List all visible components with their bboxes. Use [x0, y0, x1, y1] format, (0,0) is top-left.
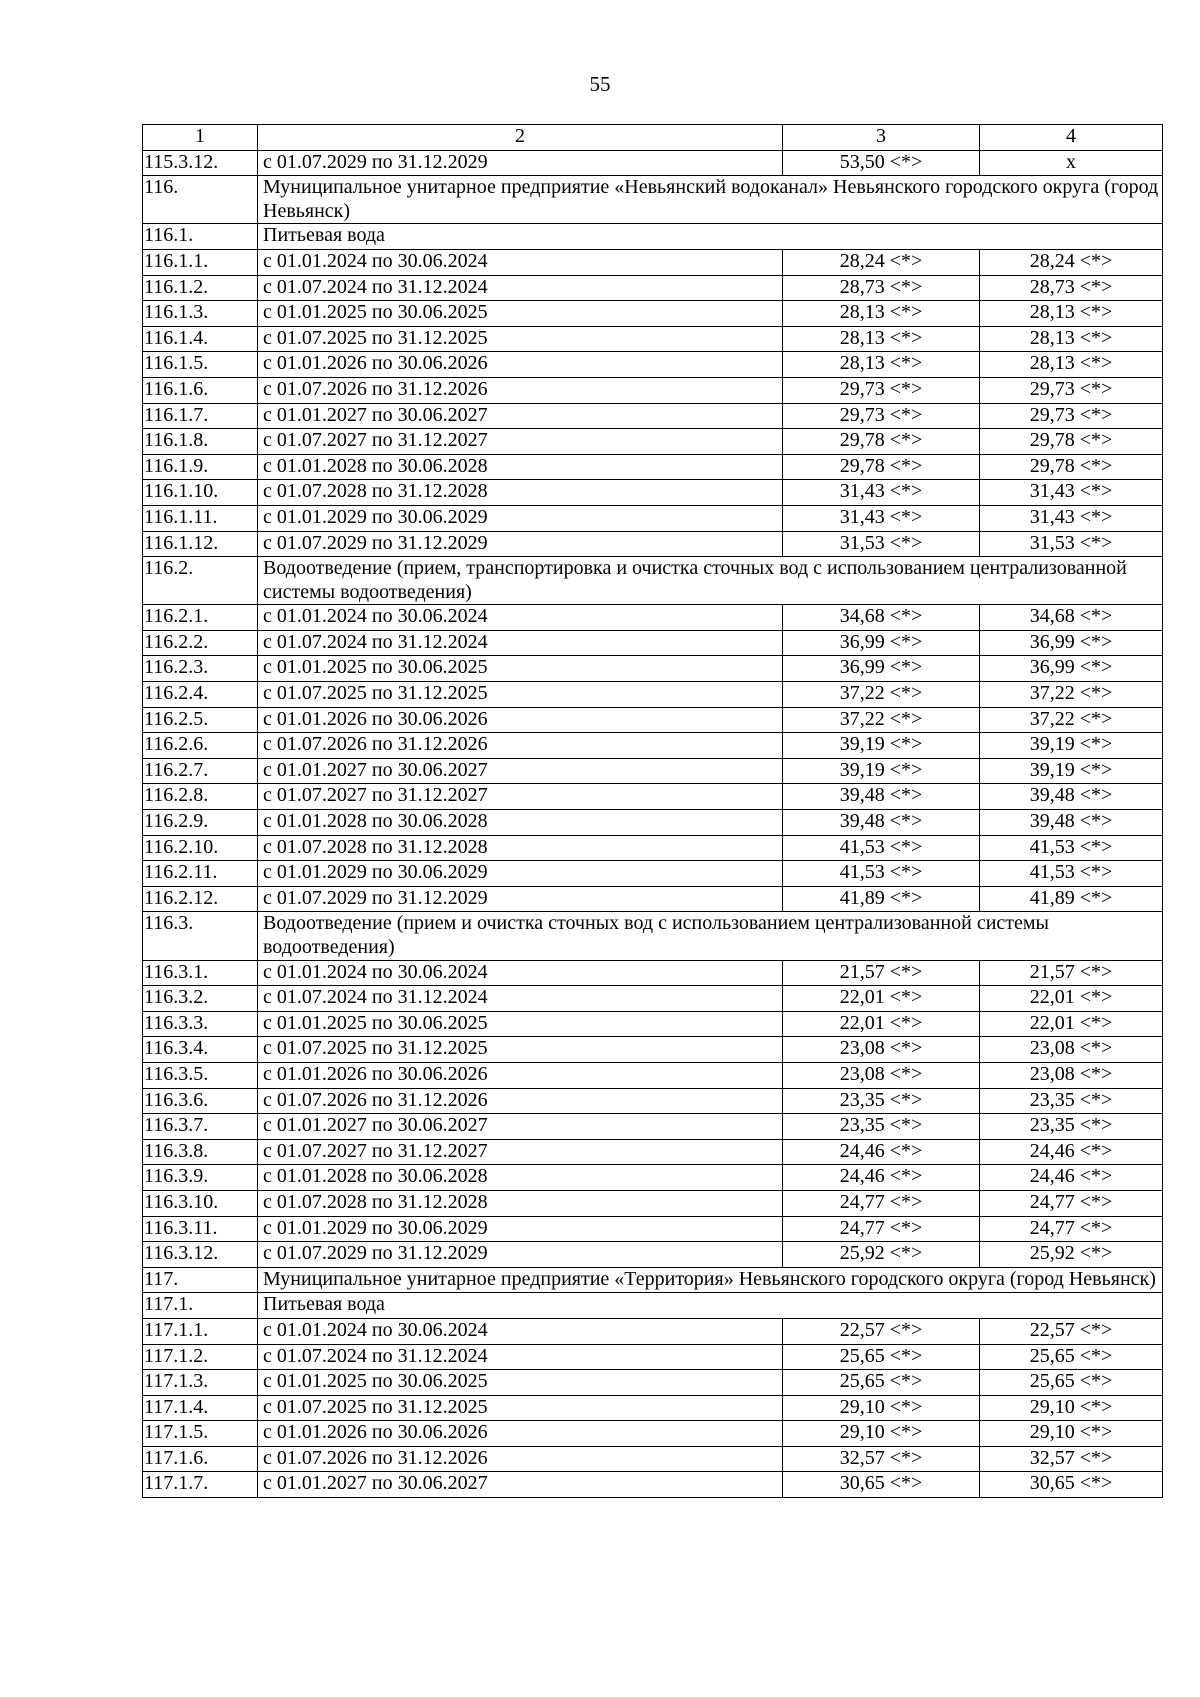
period-cell: с 01.07.2027 по 31.12.2027 [258, 429, 783, 455]
tariff-value-col4: 41,53 <*> [980, 861, 1163, 887]
tariff-value-col3: 25,65 <*> [783, 1344, 980, 1370]
table-row [143, 150, 1163, 176]
tariff-value-col4: 22,57 <*> [980, 1318, 1163, 1344]
tariff-value-col3: 28,13 <*> [783, 326, 980, 352]
section-title: Водоотведение (прием и очистка сточных вод с использованием централизованной системы водоотведения) [258, 912, 1163, 960]
period-cell: с 01.01.2025 по 30.06.2025 [258, 1011, 783, 1037]
period-cell: с 01.01.2029 по 30.06.2029 [258, 861, 783, 887]
tariff-table [142, 124, 1163, 1498]
table-row [143, 810, 1163, 836]
tariff-value-col3: 31,53 <*> [783, 531, 980, 557]
section-title: Муниципальное унитарное предприятие «Территория» Невьянского городского округа (город Невьянск) [258, 1267, 1163, 1293]
tariff-value-col4: 32,57 <*> [980, 1446, 1163, 1472]
tariff-value-col4: 23,08 <*> [980, 1037, 1163, 1063]
column-header-3: 3 [783, 125, 980, 151]
table-row [143, 1370, 1163, 1396]
tariff-value-col3: 36,99 <*> [783, 656, 980, 682]
table-row [143, 326, 1163, 352]
tariff-value-col3: 31,43 <*> [783, 480, 980, 506]
tariff-value-col3: 28,24 <*> [783, 249, 980, 275]
table-row [143, 861, 1163, 887]
tariff-value-col4: 23,08 <*> [980, 1062, 1163, 1088]
row-number: 116.3.10. [143, 1190, 258, 1216]
period-cell: с 01.07.2029 по 31.12.2029 [258, 531, 783, 557]
period-cell: с 01.01.2024 по 30.06.2024 [258, 605, 783, 631]
tariff-value-col4: 37,22 <*> [980, 682, 1163, 708]
tariff-value-col4: 29,78 <*> [980, 429, 1163, 455]
row-number: 116.3.3. [143, 1011, 258, 1037]
table-header-row [143, 125, 1163, 151]
row-number: 116.1.9. [143, 454, 258, 480]
period-cell: с 01.07.2029 по 31.12.2029 [258, 150, 783, 176]
period-cell: с 01.01.2028 по 30.06.2028 [258, 810, 783, 836]
row-number: 116.1.8. [143, 429, 258, 455]
tariff-value-col3: 25,65 <*> [783, 1370, 980, 1396]
row-number: 116.3.6. [143, 1088, 258, 1114]
tariff-value-col4: 21,57 <*> [980, 960, 1163, 986]
tariff-value-col3: 37,22 <*> [783, 682, 980, 708]
period-cell: с 01.01.2027 по 30.06.2027 [258, 1114, 783, 1140]
period-cell: с 01.07.2025 по 31.12.2025 [258, 1037, 783, 1063]
tariff-value-col3: 22,01 <*> [783, 986, 980, 1012]
row-number: 116.1.11. [143, 505, 258, 531]
period-cell: с 01.01.2029 по 30.06.2029 [258, 505, 783, 531]
tariff-value-col4: 31,53 <*> [980, 531, 1163, 557]
period-cell: с 01.07.2024 по 31.12.2024 [258, 1344, 783, 1370]
table-row [143, 605, 1163, 631]
tariff-value-col3: 36,99 <*> [783, 630, 980, 656]
row-number: 116.1.7. [143, 403, 258, 429]
row-number: 116.2.6. [143, 733, 258, 759]
section-row [143, 557, 1163, 605]
row-number: 116.1.1. [143, 249, 258, 275]
tariff-value-col4: 39,48 <*> [980, 784, 1163, 810]
tariff-value-col3: 23,35 <*> [783, 1114, 980, 1140]
row-number: 116.3. [143, 912, 258, 960]
table-row [143, 1446, 1163, 1472]
tariff-value-col4: 24,46 <*> [980, 1139, 1163, 1165]
column-header-1: 1 [143, 125, 258, 151]
tariff-value-col3: 31,43 <*> [783, 505, 980, 531]
period-cell: с 01.01.2027 по 30.06.2027 [258, 403, 783, 429]
tariff-value-col4: 25,92 <*> [980, 1242, 1163, 1268]
tariff-value-col3: 24,46 <*> [783, 1165, 980, 1191]
period-cell: с 01.01.2025 по 30.06.2025 [258, 656, 783, 682]
table-row [143, 1318, 1163, 1344]
section-row [143, 224, 1163, 250]
tariff-value-col3: 21,57 <*> [783, 960, 980, 986]
tariff-value-col3: 39,48 <*> [783, 784, 980, 810]
period-cell: с 01.01.2027 по 30.06.2027 [258, 758, 783, 784]
row-number: 116.3.1. [143, 960, 258, 986]
column-header-4: 4 [980, 125, 1163, 151]
table-row [143, 1011, 1163, 1037]
period-cell: с 01.07.2024 по 31.12.2024 [258, 630, 783, 656]
table-row [143, 707, 1163, 733]
tariff-value-col4: 36,99 <*> [980, 630, 1163, 656]
tariff-value-col4: 28,73 <*> [980, 275, 1163, 301]
table-row [143, 733, 1163, 759]
period-cell: с 01.07.2027 по 31.12.2027 [258, 1139, 783, 1165]
tariff-value-col4: 23,35 <*> [980, 1114, 1163, 1140]
row-number: 117.1.7. [143, 1472, 258, 1498]
tariff-value-col4: 22,01 <*> [980, 1011, 1163, 1037]
tariff-value-col4: 28,13 <*> [980, 326, 1163, 352]
section-row [143, 912, 1163, 960]
tariff-value-col3: 41,89 <*> [783, 886, 980, 912]
table-row [143, 886, 1163, 912]
tariff-value-col3: 41,53 <*> [783, 861, 980, 887]
tariff-value-col3: 23,08 <*> [783, 1062, 980, 1088]
tariff-value-col3: 29,78 <*> [783, 429, 980, 455]
table-row [143, 986, 1163, 1012]
row-number: 116.2.8. [143, 784, 258, 810]
table-row [143, 1344, 1163, 1370]
row-number: 116.3.11. [143, 1216, 258, 1242]
row-number: 116.3.8. [143, 1139, 258, 1165]
table-row [143, 630, 1163, 656]
section-row [143, 1267, 1163, 1293]
row-number: 116.1.3. [143, 301, 258, 327]
tariff-value-col3: 29,10 <*> [783, 1421, 980, 1447]
row-number: 116. [143, 176, 258, 224]
tariff-value-col4: 39,19 <*> [980, 758, 1163, 784]
row-number: 115.3.12. [143, 150, 258, 176]
tariff-value-col4: 29,73 <*> [980, 403, 1163, 429]
row-number: 116.1.12. [143, 531, 258, 557]
tariff-value-col4: х [980, 150, 1163, 176]
section-title: Питьевая вода [258, 224, 1163, 250]
row-number: 117.1.2. [143, 1344, 258, 1370]
table-row [143, 1139, 1163, 1165]
table-row [143, 1421, 1163, 1447]
tariff-value-col3: 28,13 <*> [783, 352, 980, 378]
row-number: 117.1. [143, 1293, 258, 1319]
period-cell: с 01.07.2026 по 31.12.2026 [258, 1446, 783, 1472]
table-row [143, 1395, 1163, 1421]
tariff-value-col3: 39,48 <*> [783, 810, 980, 836]
tariff-value-col4: 25,65 <*> [980, 1370, 1163, 1396]
period-cell: с 01.01.2026 по 30.06.2026 [258, 1421, 783, 1447]
table-row [143, 1088, 1163, 1114]
period-cell: с 01.01.2026 по 30.06.2026 [258, 1062, 783, 1088]
row-number: 116.3.4. [143, 1037, 258, 1063]
table-row [143, 454, 1163, 480]
period-cell: с 01.07.2024 по 31.12.2024 [258, 986, 783, 1012]
row-number: 116.3.7. [143, 1114, 258, 1140]
row-number: 116.1.5. [143, 352, 258, 378]
tariff-value-col4: 41,53 <*> [980, 835, 1163, 861]
table-row [143, 1062, 1163, 1088]
row-number: 116.1.10. [143, 480, 258, 506]
table-row [143, 249, 1163, 275]
section-row [143, 1293, 1163, 1319]
row-number: 116.2.10. [143, 835, 258, 861]
tariff-value-col4: 31,43 <*> [980, 505, 1163, 531]
row-number: 117.1.1. [143, 1318, 258, 1344]
tariff-value-col3: 23,08 <*> [783, 1037, 980, 1063]
tariff-value-col4: 29,10 <*> [980, 1421, 1163, 1447]
table-row [143, 301, 1163, 327]
row-number: 117.1.3. [143, 1370, 258, 1396]
period-cell: с 01.01.2024 по 30.06.2024 [258, 960, 783, 986]
table-row [143, 656, 1163, 682]
tariff-value-col3: 28,73 <*> [783, 275, 980, 301]
period-cell: с 01.07.2028 по 31.12.2028 [258, 835, 783, 861]
tariff-value-col4: 39,19 <*> [980, 733, 1163, 759]
tariff-value-col3: 29,73 <*> [783, 377, 980, 403]
tariff-value-col3: 39,19 <*> [783, 758, 980, 784]
period-cell: с 01.01.2029 по 30.06.2029 [258, 1216, 783, 1242]
page-number: 55 [589, 72, 611, 96]
tariff-value-col3: 29,73 <*> [783, 403, 980, 429]
table-row [143, 403, 1163, 429]
tariff-value-col4: 28,13 <*> [980, 352, 1163, 378]
row-number: 116.2.5. [143, 707, 258, 733]
period-cell: с 01.01.2024 по 30.06.2024 [258, 249, 783, 275]
row-number: 116.3.12. [143, 1242, 258, 1268]
row-number: 117.1.5. [143, 1421, 258, 1447]
period-cell: с 01.07.2028 по 31.12.2028 [258, 1190, 783, 1216]
section-row [143, 176, 1163, 224]
row-number: 116.2.12. [143, 886, 258, 912]
tariff-value-col3: 32,57 <*> [783, 1446, 980, 1472]
row-number: 116.2.4. [143, 682, 258, 708]
period-cell: с 01.01.2024 по 30.06.2024 [258, 1318, 783, 1344]
row-number: 116.3.9. [143, 1165, 258, 1191]
period-cell: с 01.07.2024 по 31.12.2024 [258, 275, 783, 301]
period-cell: с 01.07.2026 по 31.12.2026 [258, 1088, 783, 1114]
table-row [143, 758, 1163, 784]
tariff-value-col4: 29,10 <*> [980, 1395, 1163, 1421]
table-row [143, 377, 1163, 403]
period-cell: с 01.07.2028 по 31.12.2028 [258, 480, 783, 506]
tariff-value-col4: 30,65 <*> [980, 1472, 1163, 1498]
tariff-value-col3: 29,10 <*> [783, 1395, 980, 1421]
period-cell: с 01.07.2026 по 31.12.2026 [258, 733, 783, 759]
row-number: 116.3.5. [143, 1062, 258, 1088]
tariff-value-col3: 22,57 <*> [783, 1318, 980, 1344]
table-row [143, 835, 1163, 861]
period-cell: с 01.07.2029 по 31.12.2029 [258, 1242, 783, 1268]
row-number: 117. [143, 1267, 258, 1293]
table-row [143, 682, 1163, 708]
period-cell: с 01.01.2026 по 30.06.2026 [258, 352, 783, 378]
section-title: Питьевая вода [258, 1293, 1163, 1319]
row-number: 117.1.4. [143, 1395, 258, 1421]
tariff-value-col3: 34,68 <*> [783, 605, 980, 631]
row-number: 116.2.9. [143, 810, 258, 836]
tariff-value-col3: 24,46 <*> [783, 1139, 980, 1165]
row-number: 116.2.3. [143, 656, 258, 682]
tariff-value-col3: 28,13 <*> [783, 301, 980, 327]
tariff-value-col4: 22,01 <*> [980, 986, 1163, 1012]
row-number: 116.1.2. [143, 275, 258, 301]
table-row [143, 1165, 1163, 1191]
tariff-value-col4: 41,89 <*> [980, 886, 1163, 912]
table-row [143, 275, 1163, 301]
row-number: 116.2.7. [143, 758, 258, 784]
row-number: 116.2.11. [143, 861, 258, 887]
table-row [143, 1190, 1163, 1216]
tariff-value-col3: 24,77 <*> [783, 1190, 980, 1216]
table-row [143, 480, 1163, 506]
period-cell: с 01.01.2026 по 30.06.2026 [258, 707, 783, 733]
period-cell: с 01.07.2025 по 31.12.2025 [258, 326, 783, 352]
tariff-value-col3: 22,01 <*> [783, 1011, 980, 1037]
tariff-value-col3: 39,19 <*> [783, 733, 980, 759]
tariff-value-col3: 25,92 <*> [783, 1242, 980, 1268]
table-row [143, 1037, 1163, 1063]
tariff-value-col4: 29,73 <*> [980, 377, 1163, 403]
table-row [143, 531, 1163, 557]
tariff-value-col4: 39,48 <*> [980, 810, 1163, 836]
tariff-value-col4: 29,78 <*> [980, 454, 1163, 480]
table-row [143, 960, 1163, 986]
row-number: 116.2.2. [143, 630, 258, 656]
row-number: 116.2. [143, 557, 258, 605]
tariff-value-col3: 41,53 <*> [783, 835, 980, 861]
period-cell: с 01.07.2027 по 31.12.2027 [258, 784, 783, 810]
tariff-value-col4: 31,43 <*> [980, 480, 1163, 506]
tariff-value-col4: 28,13 <*> [980, 301, 1163, 327]
tariff-value-col3: 30,65 <*> [783, 1472, 980, 1498]
period-cell: с 01.01.2025 по 30.06.2025 [258, 301, 783, 327]
tariff-value-col4: 37,22 <*> [980, 707, 1163, 733]
table-row [143, 1242, 1163, 1268]
tariff-value-col4: 34,68 <*> [980, 605, 1163, 631]
period-cell: с 01.07.2026 по 31.12.2026 [258, 377, 783, 403]
table-row [143, 429, 1163, 455]
tariff-value-col3: 23,35 <*> [783, 1088, 980, 1114]
tariff-value-col4: 24,77 <*> [980, 1216, 1163, 1242]
tariff-value-col4: 36,99 <*> [980, 656, 1163, 682]
period-cell: с 01.01.2025 по 30.06.2025 [258, 1370, 783, 1396]
tariff-value-col4: 24,46 <*> [980, 1165, 1163, 1191]
row-number: 117.1.6. [143, 1446, 258, 1472]
column-header-2: 2 [258, 125, 783, 151]
row-number: 116.1. [143, 224, 258, 250]
table-row [143, 1472, 1163, 1498]
row-number: 116.1.4. [143, 326, 258, 352]
tariff-value-col4: 25,65 <*> [980, 1344, 1163, 1370]
table-row [143, 1114, 1163, 1140]
tariff-value-col3: 53,50 <*> [783, 150, 980, 176]
section-title: Водоотведение (прием, транспортировка и очистка сточных вод с использованием централизованной системы водоотведения) [258, 557, 1163, 605]
tariff-value-col4: 24,77 <*> [980, 1190, 1163, 1216]
table-row [143, 352, 1163, 378]
tariff-value-col3: 24,77 <*> [783, 1216, 980, 1242]
period-cell: с 01.07.2025 по 31.12.2025 [258, 682, 783, 708]
tariff-value-col4: 23,35 <*> [980, 1088, 1163, 1114]
table-row [143, 784, 1163, 810]
row-number: 116.2.1. [143, 605, 258, 631]
period-cell: с 01.01.2028 по 30.06.2028 [258, 454, 783, 480]
tariff-table-body [143, 125, 1163, 1498]
row-number: 116.1.6. [143, 377, 258, 403]
row-number: 116.3.2. [143, 986, 258, 1012]
tariff-value-col3: 37,22 <*> [783, 707, 980, 733]
tariff-value-col4: 28,24 <*> [980, 249, 1163, 275]
tariff-value-col3: 29,78 <*> [783, 454, 980, 480]
table-row [143, 505, 1163, 531]
table-row [143, 1216, 1163, 1242]
section-title: Муниципальное унитарное предприятие «Невьянский водоканал» Невьянского городского округа (город Невьянск) [258, 176, 1163, 224]
period-cell: с 01.01.2027 по 30.06.2027 [258, 1472, 783, 1498]
period-cell: с 01.07.2025 по 31.12.2025 [258, 1395, 783, 1421]
period-cell: с 01.07.2029 по 31.12.2029 [258, 886, 783, 912]
period-cell: с 01.01.2028 по 30.06.2028 [258, 1165, 783, 1191]
